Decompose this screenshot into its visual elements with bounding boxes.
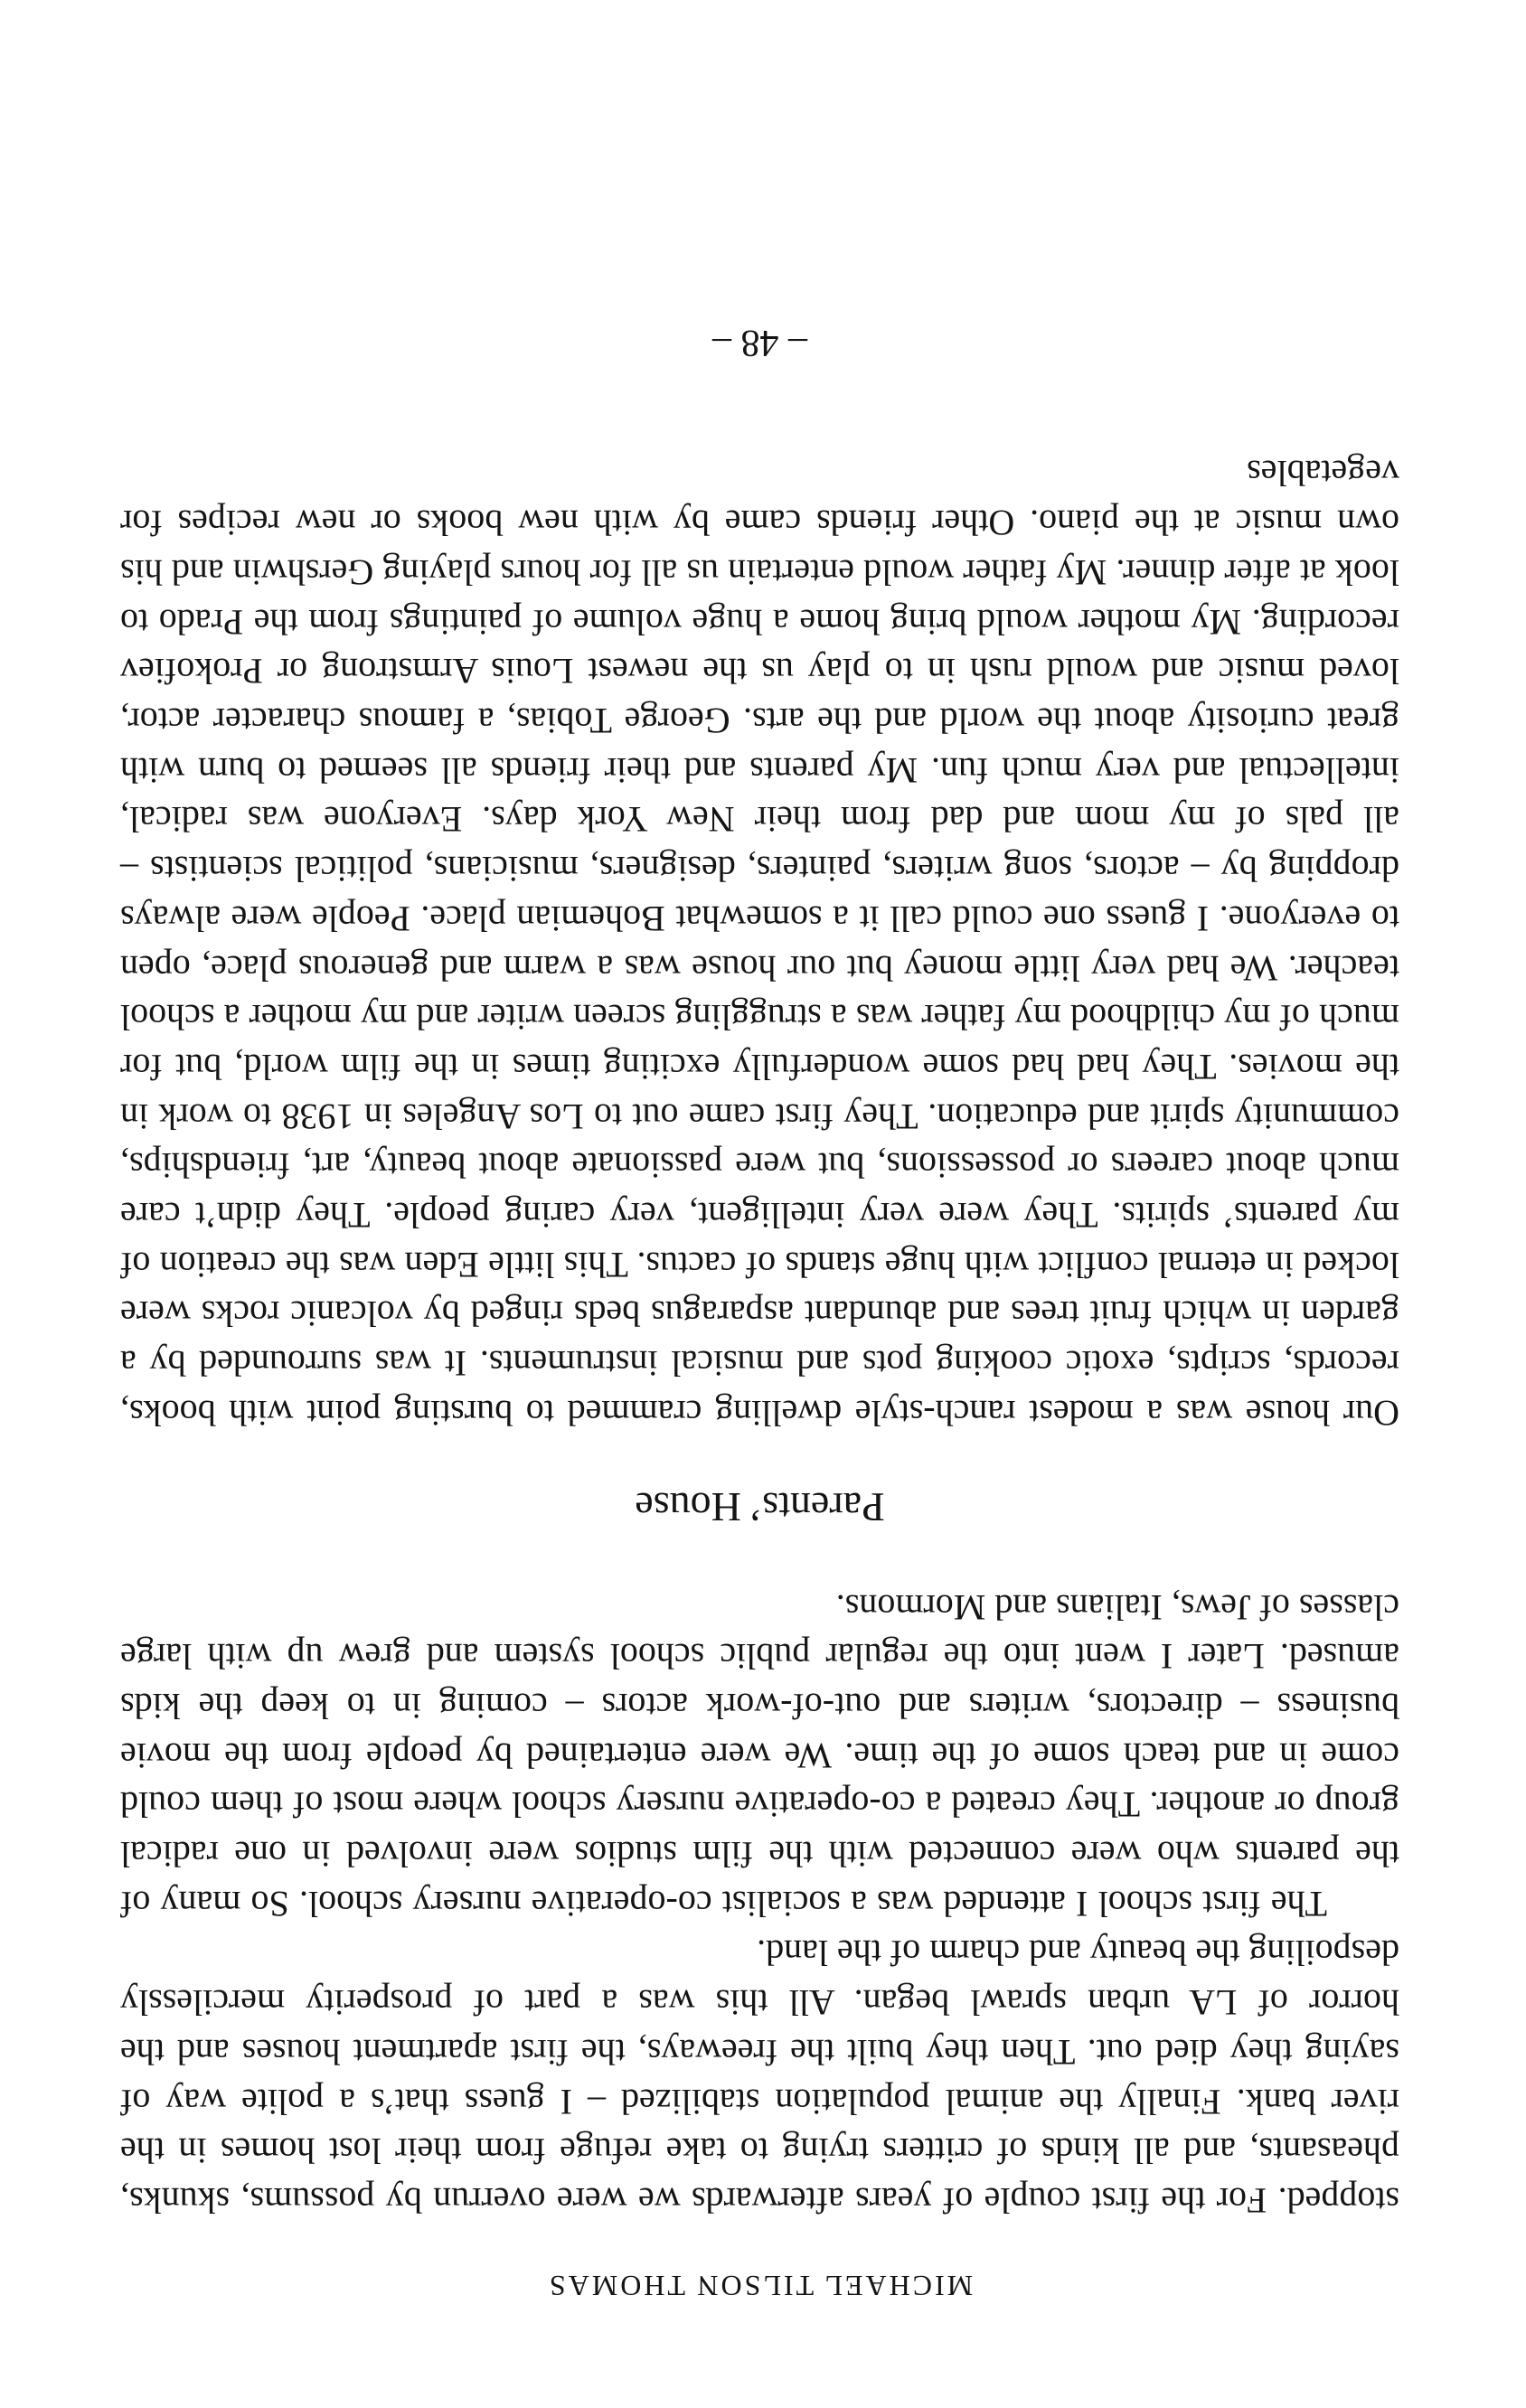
page-content [120, 320, 1399, 2304]
paragraph-stopped: stopped. For the first couple of years afterwards we were overrun by possums, skunks, pheasants, and all kinds of critters trying to take refuge from their lost homes in the river bank. Finally the animal population stabilized – I guess that’s a polite way of saying they died out. Then they built the freeways, the first apartment houses and the horror of LA urban sprawl began. All this was a part of prosperity mercilessly despoiling the beauty and charm of the land. [120, 1933, 1399, 2221]
running-head: MICHAEL TILSON THOMAS [546, 2270, 974, 2302]
section-title: Parents’ House [635, 1483, 885, 1530]
paragraph-first-school: The first school I attended was a socialist co-operative nursery school. So many of the parents who were connected with the film studios were involved in one radical group or another. They created a co-operative nursery school where most of them could come in and teach some of the time. We were entertained by people from the movie business – directors, writers and out-of-work actors – coming in to keep the kids amused. Later I went into the regular public school system and grew up with large classes of Jews, Italians and Mormons. [120, 1586, 1399, 1924]
page-number: – 48 – [712, 321, 807, 363]
paragraph-our-house: Our house was a modest ranch-style dwelling crammed to bursting point with books, records, scripts, exotic cooking pots and musical instruments. It was surrounded by a garden in which fruit trees and abundant asparagus beds ringed by volcanic rocks were locked in eternal conflict with huge stands of cactus. This little Eden was the creation of my parents’ spirits. They were very intelligent, very caring people. They didn’t care much about careers or possessions, but were passionate about beauty, art, friendships, community spirit and education. They first came out to Los Angeles in 1938 to work in the movies. They had had some wonderfully exciting times in the film world, but for much of my childhood my father was a struggling screen writer and my mother a school teacher. We had very little money but our house was a warm and generous place, open to everyone. I guess one could call it a somewhat Bohemian place. People were always dropping by – actors, song writers, painters, designers, musicians, political scientists – all pals of my mom and dad from their New York days. Everyone was radical, intellectual and very much fun. My parents and their friends all seemed to burn with great curiosity about the world and the arts. George Tobias, a famous character actor, loved music and would rush in to play us the newest Louis Armstrong or Prokofiev recording. My mother would bring home a huge volume of paintings from the Prado to look at after dinner. My father would entertain us all for hours playing Gershwin and his own music at the piano. Other friends came by with new books or new recipes for vegetables [120, 453, 1399, 1434]
